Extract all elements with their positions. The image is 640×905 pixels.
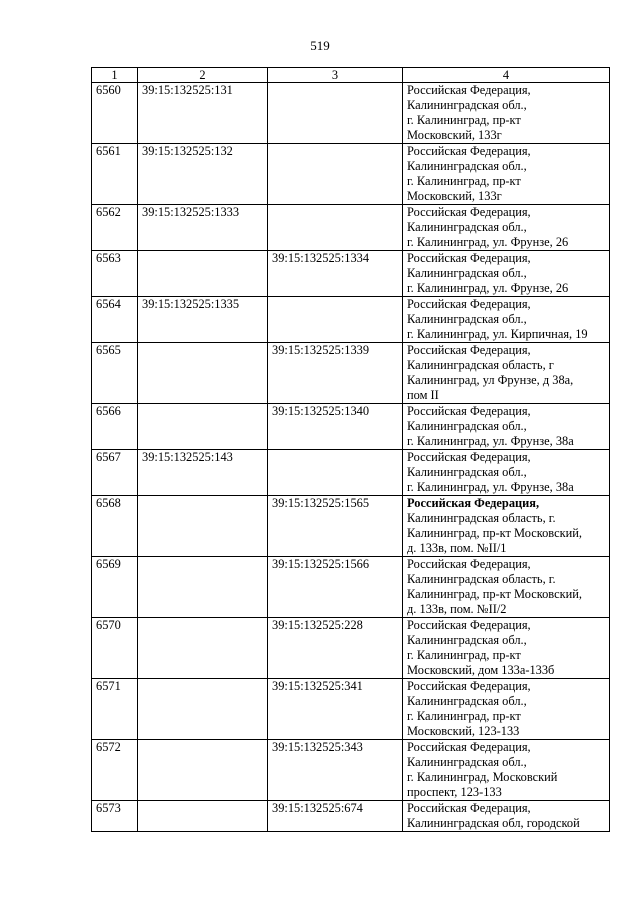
address-cell [403, 740, 610, 801]
cadastral-number-land [138, 557, 268, 618]
row-number: 6569 [92, 557, 138, 618]
cadastral-number-land [138, 618, 268, 679]
address-cell [403, 297, 610, 343]
address-line: Калининградская обл., [407, 694, 527, 708]
address-line: Российская Федерация, [407, 679, 531, 693]
address-line: Калининградская обл., [407, 312, 527, 326]
cadastral-number-object [268, 450, 403, 496]
address-cell [403, 144, 610, 205]
cadastral-number-land [138, 343, 268, 404]
table-row [92, 205, 610, 251]
address-line: Российская Федерация, [407, 496, 540, 510]
table-row [92, 404, 610, 450]
row-number: 6573 [92, 801, 138, 832]
table-row [92, 557, 610, 618]
address-line: д. 133в, пом. №II/1 [407, 541, 507, 555]
row-number: 6568 [92, 496, 138, 557]
column-header-4: 4 [403, 68, 610, 83]
address-line: Московский, 133г [407, 128, 502, 142]
row-number: 6566 [92, 404, 138, 450]
cadastral-number-land [138, 679, 268, 740]
table-row [92, 679, 610, 740]
address-line: Калининградская обл., [407, 98, 527, 112]
address-line: Калининград, ул Фрунзе, д 38а, [407, 373, 574, 387]
row-number: 6562 [92, 205, 138, 251]
address-line: Российская Федерация, [407, 450, 531, 464]
address-line: Российская Федерация, [407, 251, 531, 265]
address-line: Калининградская обл., [407, 159, 527, 173]
row-number: 6563 [92, 251, 138, 297]
address-cell [403, 496, 610, 557]
address-cell [403, 450, 610, 496]
row-number: 6572 [92, 740, 138, 801]
table-row [92, 144, 610, 205]
cadastral-number-object: 39:15:132525:1339 [268, 343, 403, 404]
address-line: Московский, дом 133а-133б [407, 663, 555, 677]
table-row [92, 618, 610, 679]
column-header-3: 3 [268, 68, 403, 83]
row-number: 6565 [92, 343, 138, 404]
address-line: Калининградская обл., [407, 755, 527, 769]
address-line: г. Калининград, пр-кт [407, 648, 521, 662]
cadastral-number-object: 39:15:132525:341 [268, 679, 403, 740]
address-line: г. Калининград, ул. Фрунзе, 26 [407, 281, 569, 295]
table-row [92, 801, 610, 832]
address-line: г. Калининград, ул. Фрунзе, 38а [407, 434, 574, 448]
column-header-1: 1 [92, 68, 138, 83]
address-line: Калининградская область, г. [407, 572, 556, 586]
table-row [92, 251, 610, 297]
address-line: г. Калининград, пр-кт [407, 174, 521, 188]
cadastral-number-land: 39:15:132525:143 [138, 450, 268, 496]
registry-table [91, 67, 610, 832]
address-line: Московский, 133г [407, 189, 502, 203]
address-cell [403, 801, 610, 832]
address-line: г. Калининград, пр-кт [407, 113, 521, 127]
address-cell [403, 557, 610, 618]
address-line: проспект, 123-133 [407, 785, 502, 799]
address-line: Калининградская обл., [407, 633, 527, 647]
address-line: Калининград, пр-кт Московский, [407, 587, 582, 601]
table-row [92, 297, 610, 343]
cadastral-number-object [268, 144, 403, 205]
cadastral-number-object: 39:15:132525:1565 [268, 496, 403, 557]
address-cell [403, 618, 610, 679]
row-number: 6571 [92, 679, 138, 740]
cadastral-number-object [268, 297, 403, 343]
address-cell [403, 343, 610, 404]
cadastral-number-object: 39:15:132525:674 [268, 801, 403, 832]
address-line: Калининградская обл., [407, 220, 527, 234]
cadastral-number-land [138, 251, 268, 297]
cadastral-number-land [138, 740, 268, 801]
address-line: г. Калининград, ул. Фрунзе, 26 [407, 235, 569, 249]
row-number: 6560 [92, 83, 138, 144]
cadastral-number-land [138, 801, 268, 832]
table-row [92, 83, 610, 144]
address-cell [403, 251, 610, 297]
page-number: 519 [310, 38, 330, 53]
address-line: Российская Федерация, [407, 144, 531, 158]
address-line: Калининградская обл., [407, 266, 527, 280]
row-number: 6567 [92, 450, 138, 496]
address-line: Калининградская область, г. [407, 511, 556, 525]
cadastral-number-land [138, 404, 268, 450]
table-row [92, 343, 610, 404]
address-line: Российская Федерация, [407, 343, 531, 357]
address-line: г. Калининград, ул. Кирпичная, 19 [407, 327, 588, 341]
address-cell [403, 83, 610, 144]
column-header-2: 2 [138, 68, 268, 83]
cadastral-number-land: 39:15:132525:1333 [138, 205, 268, 251]
row-number: 6570 [92, 618, 138, 679]
cadastral-number-land: 39:15:132525:131 [138, 83, 268, 144]
table-row [92, 740, 610, 801]
cadastral-number-object: 39:15:132525:1340 [268, 404, 403, 450]
cadastral-number-object: 39:15:132525:1334 [268, 251, 403, 297]
cadastral-number-object [268, 83, 403, 144]
header-row [92, 68, 610, 83]
cadastral-number-object [268, 205, 403, 251]
address-line: Российская Федерация, [407, 557, 531, 571]
address-cell [403, 679, 610, 740]
table-row [92, 450, 610, 496]
row-number: 6561 [92, 144, 138, 205]
address-cell [403, 205, 610, 251]
address-line: Российская Федерация, [407, 83, 531, 97]
address-line: Калининградская обл, городской [407, 816, 580, 830]
table-row [92, 496, 610, 557]
address-line: Российская Федерация, [407, 618, 531, 632]
cadastral-number-object: 39:15:132525:1566 [268, 557, 403, 618]
cadastral-number-land: 39:15:132525:132 [138, 144, 268, 205]
address-line: пом II [407, 388, 439, 402]
address-line: Российская Федерация, [407, 297, 531, 311]
address-line: Калининградская область, г [407, 358, 554, 372]
table-body [92, 83, 610, 832]
address-line: Российская Федерация, [407, 801, 531, 815]
address-cell [403, 404, 610, 450]
address-line: Российская Федерация, [407, 205, 531, 219]
address-line: Калининградская обл., [407, 419, 527, 433]
row-number: 6564 [92, 297, 138, 343]
cadastral-number-object: 39:15:132525:228 [268, 618, 403, 679]
cadastral-number-object: 39:15:132525:343 [268, 740, 403, 801]
address-line: г. Калининград, Московский [407, 770, 558, 784]
cadastral-number-land: 39:15:132525:1335 [138, 297, 268, 343]
address-line: Калининградская обл., [407, 465, 527, 479]
address-line: г. Калининград, пр-кт [407, 709, 521, 723]
address-line: Российская Федерация, [407, 404, 531, 418]
cadastral-number-land [138, 496, 268, 557]
address-line: Московский, 123-133 [407, 724, 520, 738]
address-line: д. 133в, пом. №II/2 [407, 602, 507, 616]
address-line: Калининград, пр-кт Московский, [407, 526, 582, 540]
address-line: Российская Федерация, [407, 740, 531, 754]
address-line: г. Калининград, ул. Фрунзе, 38а [407, 480, 574, 494]
